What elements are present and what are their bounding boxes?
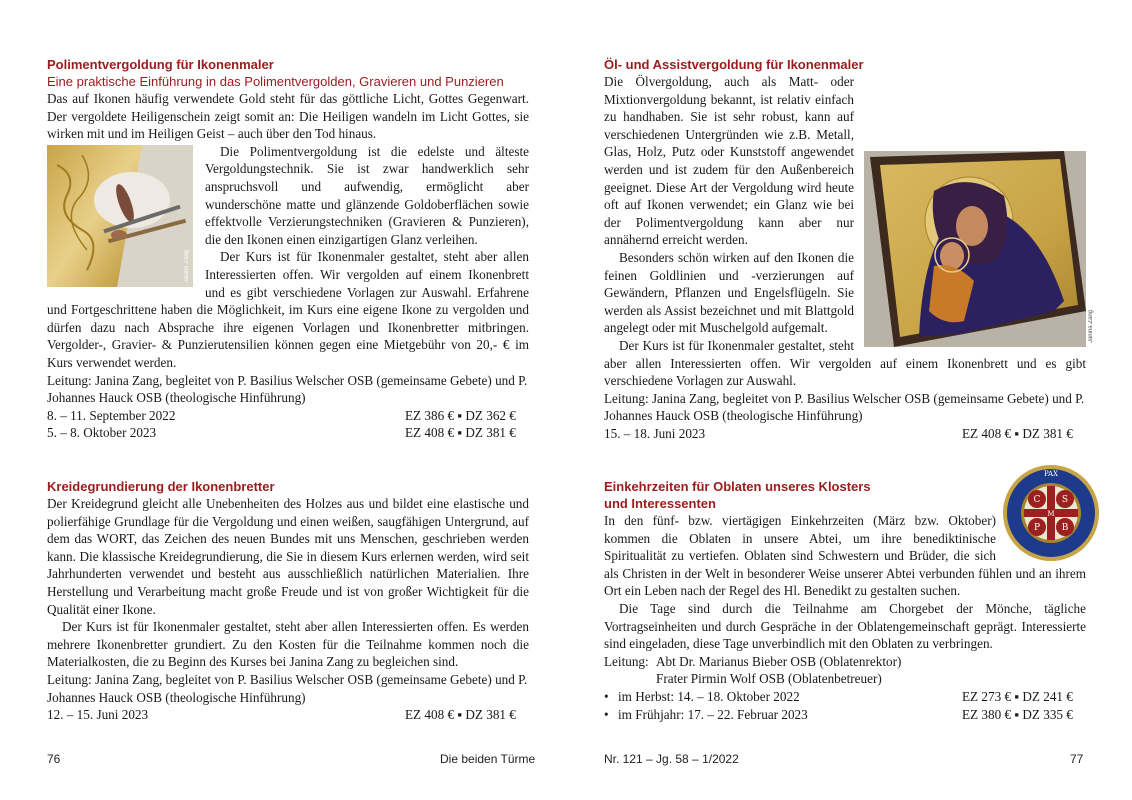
paragraph: Die Polimentvergoldung ist die edelste und älteste Vergoldungstechnik. Sie ist zwar handwerklich sehr anspruchsvoll und aufwendig, ermöglicht aber wunderschöne matte und glänzende Goldoberflächen sowie effektvolle Verzierungstechniken (Gravieren & Punzieren), die den Ikonen einen einzigartigen Glanz verleihen. bbox=[205, 143, 529, 247]
paragraph: Der Kurs ist für Ikonenmaler gestaltet, steht aber allen Interessierten offen. Es werden mehrere Ikonenbretter grundiert. Zu den Kosten für die Teilnahme kommen noch die Materialkosten, die zu Beginn des Kurses bei Janina Zang zu begleichen sind. bbox=[47, 619, 529, 670]
course-leaders: Leitung: Janina Zang, begleitet von P. Basilius Welscher OSB (gemeinsame Gebete) und P. Johannes Hauck OSB (theologische Hinführung) bbox=[47, 372, 528, 406]
paragraph: Das auf Ikonen häufig verwendete Gold steht für das göttliche Licht, Gottes Gegenwart. Der vergoldete Heiligenschein zeigt somit an: Die Heiligen wandeln im Licht Gottes, sie wirken mit und im Heiligen Geist – auch über den Tod hinaus. bbox=[47, 91, 529, 142]
medal-letter: S bbox=[1061, 495, 1069, 505]
bullet-icon: • bbox=[604, 688, 609, 704]
course-price: EZ 408 € ▪ DZ 381 € bbox=[405, 707, 516, 723]
course-price: EZ 380 € ▪ DZ 335 € bbox=[962, 706, 1073, 722]
section-subtitle: Eine praktische Einführung in das Polimentvergolden, Gravieren und Punzieren bbox=[47, 74, 504, 89]
paragraph: In den fünf- bzw. viertägigen Einkehrzeiten (März bzw. Oktober) kommen die Oblaten in unsere Abtei, um ihre benediktinische Spiritualität zu vertiefen. Oblaten sind Schwestern und Brüder, die sich als Christen in der Welt in besonderer Weise unserer Abtei verbunden fühlen und an ihrem Ort ein Leben nach der Regel des Hl. Benedikt zu gestalten suchen. bbox=[604, 513, 1086, 599]
section-polimentvergoldung bbox=[47, 56, 529, 442]
icon-painting-image bbox=[864, 151, 1086, 347]
medal-pax-text: PAX bbox=[1043, 470, 1059, 478]
paragraph: Besonders schön wirken auf den Ikonen die feinen Goldlinien und -verzierungen auf Gewändern, Pflanzen und Engelsflügeln. Sie werden als Assist bezeichnet und mit Blattgold angelegt oder mit Muschelgold aufgemalt. bbox=[604, 249, 854, 336]
issue-info: Nr. 121 – Jg. 58 – 1/2022 bbox=[604, 752, 739, 766]
date-row bbox=[47, 424, 529, 442]
course-date: 15. – 18. Juni 2023 bbox=[604, 425, 706, 441]
page-number-left: 76 bbox=[47, 752, 61, 766]
section-title-continued: und Interessenten bbox=[604, 496, 716, 511]
benedict-medal-image bbox=[1002, 464, 1100, 562]
section-title: Öl- und Assistvergoldung für Ikonenmaler bbox=[604, 57, 864, 72]
medal-letter: M bbox=[1047, 510, 1055, 518]
section-einkehrzeiten bbox=[604, 470, 1086, 723]
bullet-icon: • bbox=[604, 706, 609, 722]
date-row bbox=[604, 706, 1086, 724]
course-leaders: Leitung: Janina Zang, begleitet von P. Basilius Welscher OSB (gemeinsame Gebete) und P. Johannes Hauck OSB (theologische Hinführung) bbox=[604, 390, 1085, 424]
date-row bbox=[604, 688, 1086, 706]
medal-letter: B bbox=[1061, 523, 1069, 533]
course-date: im Frühjahr: 17. – 22. Februar 2023 bbox=[618, 706, 808, 722]
course-date: 12. – 15. Juni 2023 bbox=[47, 707, 149, 723]
course-price: EZ 273 € ▪ DZ 241 € bbox=[962, 688, 1073, 704]
course-price: EZ 408 € ▪ DZ 381 € bbox=[962, 425, 1073, 441]
section-title: Einkehrzeiten für Oblaten unseres Klosters bbox=[604, 479, 871, 494]
leaders-label: Leitung: bbox=[604, 653, 649, 669]
paragraph: Der Kreidegrund gleicht alle Unebenheiten des Holzes aus und bildet eine elastische und polierfähige Grundlage für die Vergoldung und einen weißen, saugfähigen Untergrund, auf dem das WORT, das Zeichen des neuen Bundes mit uns Menschen, geschrieben werden kann. Die klassische Kreidegrundierung, die Sie in diesem Kurs erlernen werden, wird seit Jahrhunderten verwendet und besteht aus ausschließlich natürlichen Materialien. Ihre Herstellung und Verarbeitung macht große Freude und ist von großer Wichtigkeit für die Qualität einer Ikone. bbox=[47, 496, 529, 617]
paragraph: Die Ölvergoldung, auch als Matt- oder Mixtionvergoldung bekannt, ist relativ einfach zu handhaben. Sie ist sehr robust, kann auf verschiedenen Untergründen wie z.B. Metall, Glas, Holz, Putz oder Kunststoff angewendet werden und ist zudem für den Außenbereich geeignet. Diese Art der Vergoldung wird heute oft auf Ikonen verwendet; ein Glanz wie bei der Polimentvergoldung kann aber nur annähernd erreicht werden. bbox=[604, 74, 854, 248]
leader: Abt Dr. Marianus Bieber OSB (Oblatenrektor) bbox=[656, 653, 902, 669]
section-title: Kreidegrundierung der Ikonenbretter bbox=[47, 479, 275, 494]
photo-credit: Janina Zang bbox=[184, 249, 190, 283]
course-date: 5. – 8. Oktober 2023 bbox=[47, 425, 157, 441]
medal-letter: C bbox=[1033, 495, 1041, 505]
course-price: EZ 386 € ▪ DZ 362 € bbox=[405, 407, 516, 423]
section-kreidegrundierung bbox=[47, 478, 529, 724]
gilding-tools-image bbox=[47, 145, 193, 287]
course-date: im Herbst: 14. – 18. Oktober 2022 bbox=[618, 688, 800, 704]
course-price: EZ 408 € ▪ DZ 381 € bbox=[405, 425, 516, 441]
section-oelvergoldung bbox=[604, 56, 1094, 442]
course-date: 8. – 11. September 2022 bbox=[47, 407, 176, 423]
benedict-medal bbox=[1002, 464, 1100, 562]
date-row bbox=[47, 706, 529, 724]
date-row bbox=[604, 425, 1086, 443]
date-row bbox=[47, 407, 529, 425]
madonna-icon-photo bbox=[864, 151, 1094, 347]
leader: Frater Pirmin Wolf OSB (Oblatenbetreuer) bbox=[656, 671, 882, 687]
medal-letter: P bbox=[1033, 523, 1041, 533]
gilding-tools-photo bbox=[47, 145, 193, 287]
magazine-title: Die beiden Türme bbox=[440, 752, 536, 766]
page-number-right: 77 bbox=[1070, 752, 1084, 766]
leaders-block bbox=[604, 653, 1086, 688]
paragraph: Der Kurs ist für Ikonenmaler gestaltet, steht aber allen Interessierten offen. Wir vergolden auf einem Ikonenbrett und es gibt verschiedene Vorlagen zur Auswahl. bbox=[604, 337, 1086, 389]
section-title: Polimentvergoldung für Ikonenmaler bbox=[47, 57, 274, 72]
course-leaders: Leitung: Janina Zang, begleitet von P. Basilius Welscher OSB (gemeinsame Gebete) und P. Johannes Hauck OSB (theologische Hinführung) bbox=[47, 671, 528, 705]
paragraph: Der Kurs ist für Ikonenmaler gestaltet, steht aber allen Interessierten offen. Wir vergolden auf einem Ikonenbrett und es gibt verschiedene Vorlagen zur Auswahl. Erfahrene und Fortgeschrittene haben die Möglichkeit, im Kurs eine eigene Ikone zu vergolden und dürfen dazu nach Absprache ihre eigenen Vorlagen und Ikonenbretter mitbringen. Vergolder-, Gravier- & Punzierutensilien können gegen eine Mietgebühr von 20,- € im Kurs verwendet werden. bbox=[47, 249, 529, 370]
photo-credit: Janina Zang bbox=[1088, 309, 1094, 343]
paragraph: Die Tage sind durch die Teilnahme am Chorgebet der Mönche, tägliche Vortragseinheiten und durch Gespräche in der Oblatengemeinschaft geprägt. Interessierte sind eingeladen, diese Tage unverbindlich mit den Oblaten zu verbringen. bbox=[604, 600, 1086, 652]
